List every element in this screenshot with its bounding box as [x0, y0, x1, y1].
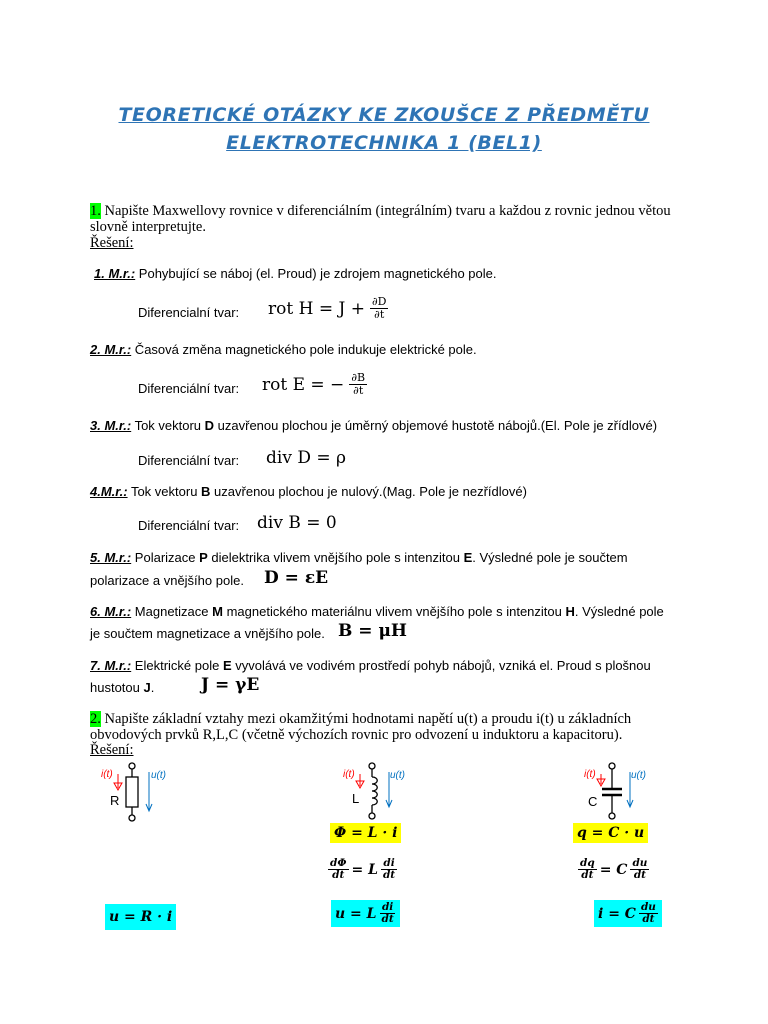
maxwell-3-label: 3. M.r.: — [90, 418, 132, 433]
question-1-number: 1. — [90, 203, 101, 219]
inductor-label: L — [352, 791, 360, 806]
fraction-denominator: dt — [642, 913, 655, 925]
equation-lhs: i = C — [598, 905, 636, 922]
inductor-coil — [372, 777, 377, 805]
question-1-text: Napište Maxwellovy rovnice v diferenciálním (integrálním) tvaru a každou z rovnic jednou větou — [100, 203, 671, 219]
maxwell-1-equation-lhs: rot H = J + — [268, 298, 365, 319]
maxwell-5-label: 5. M.r.: — [90, 550, 132, 565]
capacitor-relation — [594, 900, 662, 927]
maxwell-5 — [90, 550, 628, 565]
maxwell-3-text: Tok vektoru — [131, 418, 205, 433]
maxwell-6-text-2: magnetického materiálnu vlivem vnějšího pole s intenzitou — [222, 604, 566, 619]
fraction-numerator: du — [632, 857, 648, 869]
di-fraction — [381, 858, 397, 881]
terminal-bottom — [129, 815, 135, 821]
maxwell-4-text: Tok vektoru — [127, 484, 202, 499]
maxwell-7-vector-e: E — [222, 658, 232, 673]
maxwell-7 — [90, 658, 651, 673]
maxwell-7-equation: J = γE — [201, 675, 260, 695]
question-1-solution-label: Řešení: — [90, 235, 134, 251]
maxwell-5-line2: polarizace a vnějšího pole. — [90, 573, 244, 588]
maxwell-6-vector-m: M — [212, 604, 223, 619]
fraction-denominator: dt — [382, 869, 396, 881]
maxwell-6-line2: je součtem magnetizace a vnějšího pole. — [90, 626, 325, 641]
maxwell-4-vector: B — [201, 484, 211, 499]
equation-rhs: = C — [599, 861, 628, 878]
voltage-label: u(t) — [390, 770, 405, 781]
maxwell-3-form-label: Diferenciální tvar: — [138, 453, 240, 468]
inductor-diagram — [338, 760, 405, 826]
capacitor-label: C — [588, 794, 598, 809]
maxwell-6-text: Magnetizace — [131, 604, 213, 619]
maxwell-4-form-label: Diferenciální tvar: — [138, 518, 240, 533]
maxwell-5-text-2: dielektrika vlivem vnějšího pole s intenzitou — [207, 550, 464, 565]
resistor-label: R — [110, 793, 120, 808]
maxwell-2-text: Časová změna magnetického pole indukuje elektrické pole. — [131, 342, 477, 357]
charge-derivative-equation — [574, 856, 653, 883]
maxwell-5-vector-p: P — [199, 550, 208, 565]
maxwell-5-text-3: . Výsledné pole je součtem — [472, 550, 628, 565]
maxwell-1-label: 1. M.r.: — [94, 266, 136, 281]
question-2-number: 2. — [90, 711, 101, 727]
maxwell-3-text-rest: uzavřenou plochou je úměrný objemové hustotě nábojů.(El. Pole je zřídlové) — [214, 418, 658, 433]
fraction-denominator: dt — [633, 869, 647, 881]
question-2-text: Napište základní vztahy mezi okamžitými hodnotami napětí u(t) a proudu i(t) u základních — [100, 711, 632, 727]
fraction-numerator: dΦ — [330, 857, 347, 869]
maxwell-3-vector: D — [204, 418, 215, 433]
question-2-text-line2: obvodových prvků R,L,C (včetně výchozích rovnic pro odvození u induktoru a kapacitoru). — [90, 727, 623, 743]
maxwell-2-form-label: Diferenciální tvar: — [138, 381, 240, 396]
fraction-numerator: ∂B — [351, 371, 366, 384]
maxwell-5-vector-e: E — [463, 550, 473, 565]
question-1 — [90, 203, 671, 220]
fraction-numerator: di — [383, 857, 395, 869]
question-2 — [90, 711, 631, 728]
maxwell-6 — [90, 604, 664, 619]
maxwell-7-vector-j: J — [143, 680, 151, 695]
equation-rhs: = L — [351, 861, 378, 878]
terminal-top — [369, 763, 375, 769]
dq-fraction — [578, 858, 597, 881]
maxwell-4-text-rest: uzavřenou plochou je nulový.(Mag. Pole je nezřídlové) — [210, 484, 527, 499]
maxwell-2-equation-lhs: rot E = − — [262, 374, 345, 395]
fraction-numerator: ∂D — [371, 295, 387, 308]
maxwell-4-label: 4.M.r.: — [90, 484, 128, 499]
maxwell-7-text-2: vyvolává ve vodivém prostředí pohyb nábojů, vzniká el. Proud s plošnou — [231, 658, 651, 673]
terminal-bottom — [609, 813, 615, 819]
maxwell-4 — [90, 484, 527, 499]
maxwell-5-text: Polarizace — [131, 550, 200, 565]
maxwell-7-line2-text: hustotou — [90, 680, 144, 695]
du-fraction — [639, 902, 658, 925]
maxwell-1 — [94, 266, 497, 281]
question-1-text-line2: slovně interpretujte. — [90, 219, 206, 235]
maxwell-6-label: 6. M.r.: — [90, 604, 132, 619]
terminal-top — [609, 763, 615, 769]
maxwell-6-text-3: . Výsledné pole — [574, 604, 664, 619]
document-title-line2: ELEKTROTECHNIKA 1 (BEL1) — [226, 132, 542, 154]
maxwell-3 — [90, 418, 657, 433]
maxwell-3-equation: div D = ρ — [266, 448, 347, 468]
flux-equation: Φ = L · i — [330, 823, 401, 843]
capacitor-diagram — [578, 760, 644, 826]
maxwell-2-equation — [262, 372, 367, 397]
current-label: i(t) — [584, 769, 596, 780]
fraction-denominator: dt — [381, 913, 394, 925]
equation-lhs: u = L — [335, 905, 377, 922]
fraction-denominator: ∂t — [353, 384, 364, 397]
maxwell-4-equation: div B = 0 — [257, 513, 337, 533]
maxwell-6-equation: B = μH — [338, 621, 407, 641]
maxwell-6-vector-h: H — [565, 604, 575, 619]
maxwell-7-label: 7. M.r.: — [90, 658, 132, 673]
terminal-top — [129, 763, 135, 769]
current-label: i(t) — [101, 769, 113, 780]
maxwell-1-equation — [268, 296, 388, 321]
fraction-numerator: dq — [580, 857, 595, 869]
maxwell-5-equation: D = εE — [264, 568, 329, 588]
fraction-denominator: ∂t — [374, 308, 385, 321]
maxwell-1-text: Pohybující se náboj (el. Proud) je zdrojem magnetického pole. — [135, 266, 497, 281]
maxwell-2-label: 2. M.r.: — [90, 342, 132, 357]
resistor-diagram — [96, 760, 166, 826]
terminal-bottom — [369, 813, 375, 819]
maxwell-2-fraction — [349, 372, 367, 397]
fraction-numerator: du — [640, 901, 656, 913]
fraction-denominator: dt — [581, 869, 594, 881]
dphi-fraction — [328, 858, 349, 881]
document-title-line1: TEORETICKÉ OTÁZKY KE ZKOUŠCE Z PŘEDMĚTU — [118, 104, 650, 126]
maxwell-1-form-label: Diferencialní tvar: — [138, 305, 240, 320]
resistor-symbol — [126, 777, 138, 807]
fraction-numerator: di — [381, 901, 394, 913]
inductor-relation — [331, 900, 400, 927]
fraction-denominator: dt — [332, 869, 345, 881]
voltage-label: u(t) — [151, 770, 166, 781]
voltage-label: u(t) — [631, 770, 646, 781]
flux-derivative-equation — [324, 856, 401, 883]
maxwell-7-line2-end: . — [150, 680, 155, 695]
charge-equation: q = C · u — [573, 823, 648, 843]
du-fraction — [630, 858, 649, 881]
maxwell-7-line2 — [90, 680, 154, 695]
question-2-solution-label: Řešení: — [90, 742, 134, 758]
di-fraction — [380, 902, 396, 925]
maxwell-2 — [90, 342, 477, 357]
maxwell-1-fraction — [370, 296, 389, 321]
maxwell-7-text: Elektrické pole — [131, 658, 223, 673]
current-label: i(t) — [343, 769, 355, 780]
resistor-relation: u = R · i — [105, 904, 176, 930]
